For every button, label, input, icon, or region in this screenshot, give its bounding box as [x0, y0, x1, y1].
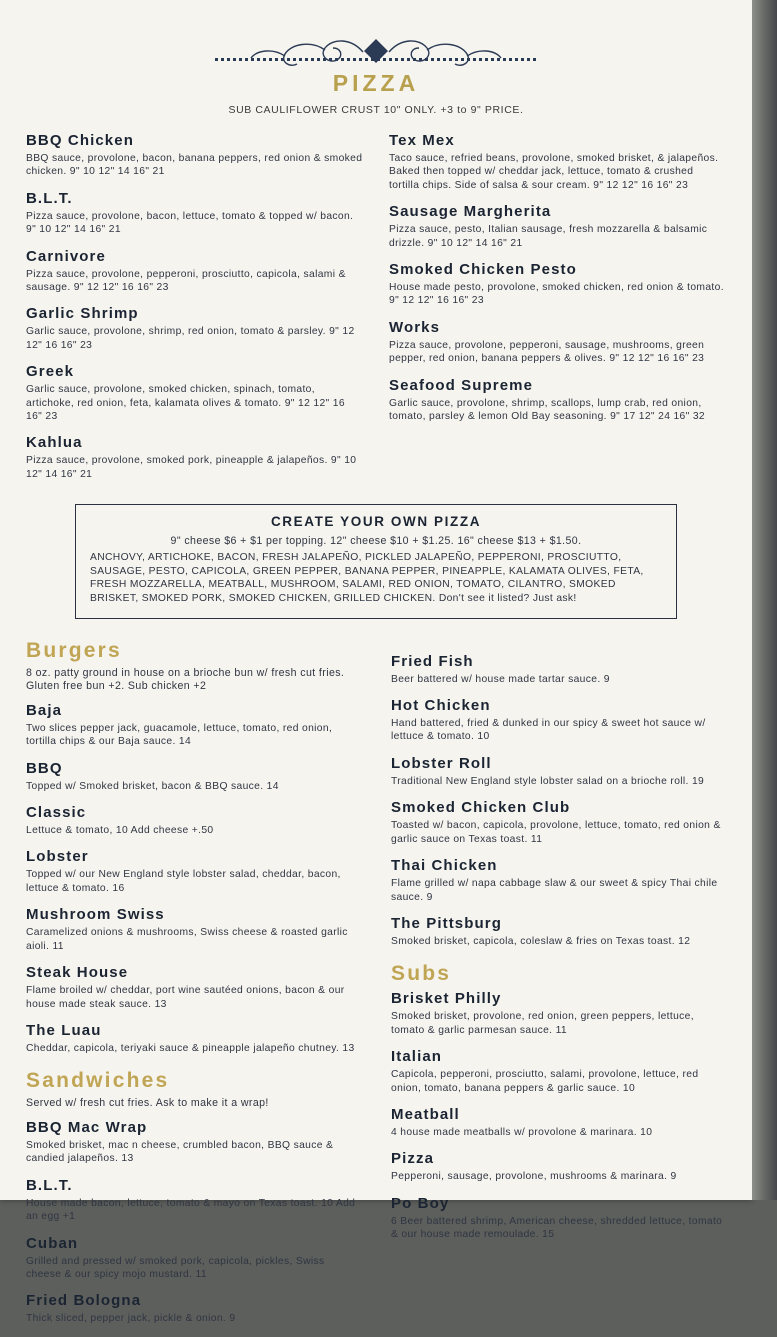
- item-name: Fried Fish: [391, 652, 474, 670]
- item-name: Po Boy: [391, 1194, 450, 1212]
- table-background: [752, 0, 777, 1200]
- item-description: BBQ sauce, provolone, bacon, banana peppers, red onion & smoked chicken. 9" 10 12" 14 16" 21: [26, 153, 363, 178]
- item-description: Garlic sauce, provolone, shrimp, scallops, lump crab, red onion, tomato, parsley & lemon Old Bay seasoning. 9" 17 12" 24 16" 32: [389, 397, 706, 423]
- item-description: Lettuce & tomato, 10 Add cheese +.50: [26, 825, 214, 837]
- item-description: Taco sauce, refried beans, provolone, smoked brisket, & jalapeños. Baked then topped w/ cheddar jack, lettuce, tomato & crushed tortilla chips. Side of salsa & sour cream. 9" 12 12" 16 16" 23: [389, 153, 719, 191]
- item-name: Pizza: [391, 1150, 435, 1168]
- menu-item: [26, 906, 361, 953]
- item-description: Cheddar, capicola, teriyaki sauce & pineapple jalapeño chutney. 13: [26, 1042, 355, 1054]
- item-description: Smoked brisket, provolone, red onion, green peppers, lettuce, tomato & garlic parmesan sauce. 11: [391, 1011, 694, 1036]
- item-description: Caramelized onions & mushrooms, Swiss cheese & roasted garlic aioli. 11: [26, 927, 348, 952]
- item-description: Grilled and pressed w/ smoked pork, capicola, pickles, Swiss cheese & our spicy mojo mustard. 11: [26, 1255, 325, 1280]
- item-name: Thai Chicken: [391, 857, 498, 875]
- menu-item: [389, 132, 726, 192]
- item-description: Pizza sauce, provolone, bacon, lettuce, tomato & topped w/ bacon. 9" 10 12" 14 16" 21: [26, 210, 354, 236]
- item-description: Garlic sauce, provolone, smoked chicken, spinach, tomato, artichoke, red onion, feta, kalamata olives & tomato. 9" 12 12" 16 16" 23: [26, 384, 345, 423]
- item-name: Fried Bologna: [26, 1292, 142, 1310]
- menu-item: [26, 248, 363, 295]
- item-description: Smoked brisket, mac n cheese, crumbled bacon, BBQ sauce & candied jalapeños. 13: [26, 1139, 334, 1165]
- pizza-section: [26, 132, 726, 492]
- menu-item: [26, 1235, 361, 1282]
- menu-item: [26, 1292, 361, 1325]
- item-description: Topped w/ Smoked brisket, bacon & BBQ sauce. 14: [26, 780, 279, 792]
- item-name: Baja: [26, 701, 63, 719]
- menu-item: [26, 848, 361, 895]
- item-description: 4 house made meatballs w/ provolone & marinara. 10: [391, 1126, 653, 1138]
- item-name: The Pittsburg: [391, 914, 502, 932]
- menu-item: [26, 132, 363, 179]
- flourish-icon: [211, 36, 541, 70]
- item-description: Pizza sauce, provolone, smoked pork, pineapple & jalapeños. 9" 10 12" 14 16" 21: [26, 455, 357, 480]
- cyo-pricing: 9" cheese $6 + $1 per topping. 12" cheese $10 + $1.25. 16" cheese $13 + $1.50.: [170, 535, 582, 548]
- sandwiches-note: Served w/ fresh cut fries. Ask to make it a wrap!: [26, 1097, 269, 1110]
- menu-item: [26, 305, 363, 352]
- item-description: Beer battered w/ house made tartar sauce. 9: [391, 673, 610, 685]
- menu-item: [389, 319, 726, 366]
- burgers-note: 8 oz. patty ground in house on a brioche bun w/ fresh cut fries. Gluten free bun +2. Sub chicken +2: [26, 666, 345, 693]
- item-name: B.L.T.: [26, 1176, 73, 1194]
- item-description: Pizza sauce, pesto, Italian sausage, fresh mozzarella & balsamic drizzle. 9" 10 12" 14 16" 21: [389, 224, 708, 249]
- item-description: Smoked brisket, capicola, coleslaw & fries on Texas toast. 12: [391, 935, 691, 947]
- menu-item: [26, 804, 361, 837]
- item-name: BBQ Mac Wrap: [26, 1118, 148, 1136]
- item-name: Carnivore: [26, 247, 106, 265]
- item-name: Greek: [26, 363, 75, 381]
- item-description: Flame grilled w/ napa cabbage slaw & our sweet & spicy Thai chile sauce. 9: [391, 878, 718, 903]
- item-description: House made bacon, lettuce, tomato & mayo on Texas toast. 10 Add an egg +1: [26, 1197, 356, 1223]
- menu-item: [26, 964, 361, 1011]
- menu-item: [391, 697, 726, 744]
- item-description: Hand battered, fried & dunked in our spicy & sweet hot sauce w/ lettuce & tomato. 10: [391, 718, 706, 743]
- item-name: BBQ Chicken: [26, 132, 134, 149]
- section-heading-sandwiches: Sandwiches: [26, 1069, 170, 1093]
- create-your-own-box: [75, 504, 677, 618]
- item-name: Hot Chicken: [391, 697, 491, 715]
- item-description: Garlic sauce, provolone, shrimp, red onion, tomato & parsley. 9" 12 12" 16 16" 23: [26, 326, 355, 351]
- menu-item: [391, 915, 726, 948]
- menu-item: [391, 653, 726, 686]
- item-description: Topped w/ our New England style lobster salad, cheddar, bacon, lettuce & tomato. 16: [26, 869, 341, 894]
- item-description: House made pesto, provolone, smoked chicken, red onion & tomato. 9" 12 12" 16 16" 23: [389, 282, 724, 307]
- menu-item: [389, 377, 726, 424]
- item-name: Smoked Chicken Club: [391, 799, 571, 817]
- menu-item: [391, 1048, 726, 1095]
- menu-item: [391, 1195, 726, 1242]
- item-name: Cuban: [26, 1234, 79, 1252]
- item-name: Lobster Roll: [391, 754, 492, 772]
- burgers-sandwiches-column: [26, 625, 383, 1337]
- section-heading-burgers: Burgers: [26, 638, 122, 662]
- item-description: Flame broiled w/ cheddar, port wine sautéed onions, bacon & our house made steak sauce. 13: [26, 985, 345, 1010]
- pizza-column-left: [26, 132, 381, 492]
- menu-item: [391, 990, 726, 1037]
- menu-item: [26, 1022, 361, 1055]
- item-name: Brisket Philly: [391, 990, 502, 1008]
- menu-item: [391, 1106, 726, 1139]
- item-description: Two slices pepper jack, guacamole, lettuce, tomato, red onion, tortilla chips & our Baja sauce. 14: [26, 722, 333, 748]
- sandwiches-subs-column: [383, 625, 726, 1337]
- menu-item: [26, 363, 363, 423]
- item-description: Toasted w/ bacon, capicola, provolone, lettuce, tomato, red onion & garlic sauce on Texas toast. 11: [391, 820, 721, 845]
- menu-item: [391, 857, 726, 904]
- item-name: Tex Mex: [389, 132, 455, 149]
- item-name: Steak House: [26, 964, 129, 982]
- item-description: Pepperoni, sausage, provolone, mushrooms & marinara. 9: [391, 1171, 677, 1183]
- item-description: Traditional New England style lobster salad on a brioche roll. 19: [391, 775, 705, 787]
- menu-item: [26, 760, 361, 793]
- item-name: BBQ: [26, 759, 63, 777]
- crust-note: SUB CAULIFLOWER CRUST 10" ONLY. +3 to 9" PRICE.: [228, 104, 524, 116]
- item-name: Classic: [26, 804, 87, 822]
- item-name: B.L.T.: [26, 189, 73, 207]
- item-name: Kahlua: [26, 434, 83, 452]
- cyo-title: CREATE YOUR OWN PIZZA: [270, 514, 482, 530]
- item-name: Seafood Supreme: [389, 376, 534, 394]
- menu-item: [389, 203, 726, 250]
- item-description: Capicola, pepperoni, prosciutto, salami, provolone, lettuce, red onion, tomato, banana peppers & garlic sauce. 10: [391, 1069, 699, 1094]
- item-description: Pizza sauce, provolone, pepperoni, prosciutto, capicola, salami & sausage. 9" 12 12" 16 16" 23: [26, 268, 346, 294]
- menu-item: [391, 799, 726, 846]
- pizza-column-right: [381, 132, 726, 492]
- menu-item: [389, 261, 726, 308]
- item-description: Pizza sauce, provolone, pepperoni, sausage, mushrooms, green pepper, red onion, banana peppers & olives. 9" 12 12" 16 16" 23: [389, 339, 705, 365]
- lower-section: [26, 625, 726, 1337]
- item-name: Works: [389, 318, 441, 336]
- item-description: 6 Beer battered shrimp, American cheese, shredded lettuce, tomato & our house made remoulade. 15: [391, 1215, 723, 1241]
- header-ornament: [0, 14, 752, 76]
- item-name: The Luau: [26, 1021, 102, 1039]
- menu-item: [26, 1177, 361, 1224]
- menu-item: [26, 190, 363, 237]
- item-description: Thick sliced, pepper jack, pickle & onion. 9: [26, 1313, 236, 1325]
- menu-item: [26, 702, 361, 749]
- page-title: PIZZA: [332, 70, 420, 96]
- item-name: Smoked Chicken Pesto: [389, 261, 577, 279]
- section-heading-subs: Subs: [391, 962, 452, 986]
- menu-item: [391, 1150, 726, 1183]
- menu-item: [391, 755, 726, 788]
- cyo-toppings: ANCHOVY, ARTICHOKE, BACON, FRESH JALAPEÑO, PICKLED JALAPEÑO, PEPPERONI, PROSCIUTTO, SAUSAGE, PESTO, CAPICOLA, GREEN PEPPER, BANANA PEPPER, PINEAPPLE, KALAMATA OLIVES, FETA, FRESH MOZZARELLA, MEATBALL, MUSHROOM, SALAMI, RED ONION, TOMATO, CILANTRO, SMOKED BRISKET, SMOKED PORK, SMOKED CHICKEN, GRILLED CHICKEN. Don't see it listed? Just ask!: [90, 552, 644, 605]
- item-name: Meatball: [391, 1105, 460, 1123]
- menu-item: [26, 1119, 361, 1166]
- item-name: Sausage Margherita: [389, 203, 552, 221]
- item-name: Italian: [391, 1048, 443, 1066]
- item-name: Lobster: [26, 848, 89, 866]
- menu-item: [26, 434, 363, 481]
- item-name: Mushroom Swiss: [26, 906, 165, 924]
- item-name: Garlic Shrimp: [26, 305, 139, 323]
